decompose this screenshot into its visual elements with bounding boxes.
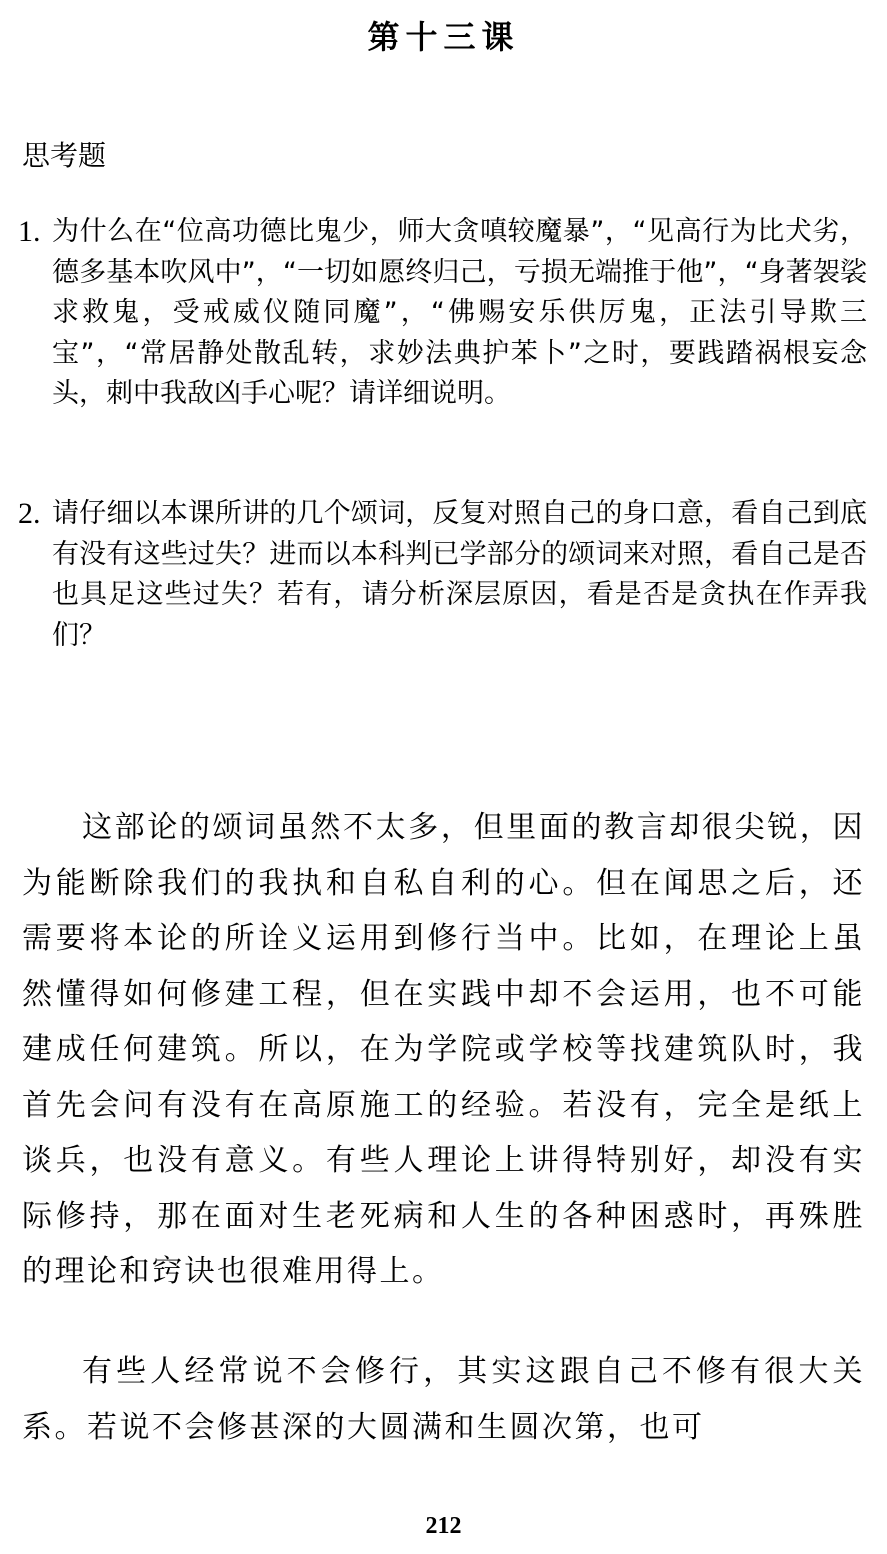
body-paragraph: 有些人经常说不会修行，其实这跟自己不修有很大关系。若说不会修甚深的大圆满和生圆次第，也可 [22,1354,865,1445]
page-title: 第十三课 [367,18,520,56]
body-paragraph: 这部论的颂词虽然不太多，但里面的教言却很尖锐，因为能断除我们的我执和自私自利的心。但在闻思之后，还需要将本论的所诠义运用到修行当中。比如，在理论上虽然懂得如何修建工程，但在实践中却不会运用，也不可能建成任何建筑。所以，在为学院或学校等找建筑队时，我首先会问有没有在高原施工的经验。若没有，完全是纸上谈兵，也没有意义。有些人理论上讲得特别好，却没有实际修持，那在面对生老死病和人生的各种困惑时，再殊胜的理论和窍诀也很难用得上。 [22,810,865,1289]
questions-heading: 思考题 [22,139,107,172]
question-text: 请仔细以本课所讲的几个颂词，反复对照自己的身口意，看自己到底有没有这些过失？进而以本科判已学部分的颂词来对照，看自己是否也具足这些过失？若有，请分析深层原因，看是否是贪执在作弄我们？ [52,498,867,651]
page-number: 212 [425,1513,462,1539]
question-number: 1. [18,215,41,248]
question-number: 2. [18,497,41,530]
question-text: 为什么在“位高功德比鬼少，师大贪嗔较魔暴”，“见高行为比犬劣，德多基本吹风中”，“一切如愿终归己，亏损无端推于他”，“身著袈裟求救鬼，受戒威仪随同魔”，“佛赐安乐供厉鬼，正法引导欺三宝”，“常居静处散乱转，求妙法典护苯卜”之时，要践踏祸根妄念头，刺中我敌凶手心呢？请详细说明。 [52,216,867,410]
